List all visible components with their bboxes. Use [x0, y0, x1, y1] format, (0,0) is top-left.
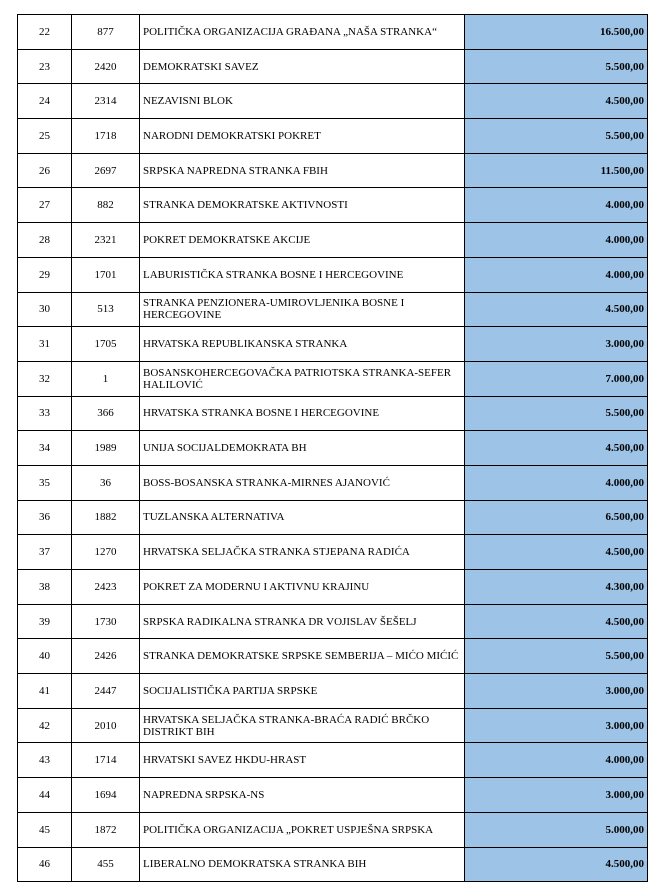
- table-body: [18, 15, 648, 882]
- amount-cell: 3.000,00: [465, 674, 648, 709]
- table-row: [18, 396, 648, 431]
- party-name-cell: POKRET ZA MODERNU I AKTIVNU KRAJINU: [140, 570, 465, 605]
- party-name-cell: LABURISTIČKA STRANKA BOSNE I HERCEGOVINE: [140, 257, 465, 292]
- party-name-cell: STRANKA DEMOKRATSKE SRPSKE SEMBERIJA – MIĆO MIĆIĆ: [140, 639, 465, 674]
- amount-cell: 4.000,00: [465, 257, 648, 292]
- row-number-cell: 36: [18, 500, 72, 535]
- party-name-cell: POKRET DEMOKRATSKE AKCIJE: [140, 223, 465, 258]
- row-number-cell: 23: [18, 49, 72, 84]
- party-name-cell: HRVATSKI SAVEZ HKDU-HRAST: [140, 743, 465, 778]
- table-row: [18, 535, 648, 570]
- table-row: [18, 778, 648, 813]
- row-number-cell: 37: [18, 535, 72, 570]
- party-name-cell: HRVATSKA SELJAČKA STRANKA STJEPANA RADIĆA: [140, 535, 465, 570]
- row-number-cell: 22: [18, 15, 72, 50]
- party-id-cell: 1694: [72, 778, 140, 813]
- row-number-cell: 44: [18, 778, 72, 813]
- row-number-cell: 27: [18, 188, 72, 223]
- amount-cell: 5.500,00: [465, 396, 648, 431]
- table-row: [18, 639, 648, 674]
- amount-cell: 4.300,00: [465, 570, 648, 605]
- amount-cell: 4.000,00: [465, 223, 648, 258]
- table-row: [18, 84, 648, 119]
- party-id-cell: 2423: [72, 570, 140, 605]
- amount-cell: 4.500,00: [465, 535, 648, 570]
- party-id-cell: 1882: [72, 500, 140, 535]
- party-id-cell: 1872: [72, 812, 140, 847]
- amount-cell: 4.500,00: [465, 292, 648, 327]
- table-row: [18, 708, 648, 743]
- party-id-cell: 2314: [72, 84, 140, 119]
- row-number-cell: 25: [18, 119, 72, 154]
- party-id-cell: 1705: [72, 327, 140, 362]
- table-row: [18, 153, 648, 188]
- amount-cell: 4.000,00: [465, 743, 648, 778]
- table-row: [18, 604, 648, 639]
- amount-cell: 7.000,00: [465, 361, 648, 396]
- party-id-cell: 455: [72, 847, 140, 882]
- table-row: [18, 570, 648, 605]
- party-id-cell: 2420: [72, 49, 140, 84]
- row-number-cell: 30: [18, 292, 72, 327]
- party-name-cell: HRVATSKA SELJAČKA STRANKA-BRAĆA RADIĆ BRČKO DISTRIKT BIH: [140, 708, 465, 743]
- amount-cell: 4.500,00: [465, 431, 648, 466]
- row-number-cell: 46: [18, 847, 72, 882]
- table-row: [18, 49, 648, 84]
- row-number-cell: 42: [18, 708, 72, 743]
- party-name-cell: TUZLANSKA ALTERNATIVA: [140, 500, 465, 535]
- amount-cell: 3.000,00: [465, 708, 648, 743]
- party-id-cell: 513: [72, 292, 140, 327]
- amount-cell: 5.500,00: [465, 119, 648, 154]
- party-name-cell: SOCIJALISTIČKA PARTIJA SRPSKE: [140, 674, 465, 709]
- party-id-cell: 2426: [72, 639, 140, 674]
- row-number-cell: 45: [18, 812, 72, 847]
- party-id-cell: 2010: [72, 708, 140, 743]
- party-name-cell: BOSANSKOHERCEGOVAČKA PATRIOTSKA STRANKA-SEFER HALILOVIĆ: [140, 361, 465, 396]
- party-id-cell: 1: [72, 361, 140, 396]
- party-name-cell: HRVATSKA REPUBLIKANSKA STRANKA: [140, 327, 465, 362]
- party-id-cell: 1989: [72, 431, 140, 466]
- party-name-cell: DEMOKRATSKI SAVEZ: [140, 49, 465, 84]
- party-id-cell: 36: [72, 465, 140, 500]
- row-number-cell: 28: [18, 223, 72, 258]
- party-name-cell: NARODNI DEMOKRATSKI POKRET: [140, 119, 465, 154]
- party-id-cell: 2447: [72, 674, 140, 709]
- table-row: [18, 223, 648, 258]
- party-id-cell: 2321: [72, 223, 140, 258]
- table-row: [18, 257, 648, 292]
- table-row: [18, 465, 648, 500]
- row-number-cell: 26: [18, 153, 72, 188]
- amount-cell: 16.500,00: [465, 15, 648, 50]
- amount-cell: 6.500,00: [465, 500, 648, 535]
- party-funding-table: [17, 14, 648, 882]
- amount-cell: 3.000,00: [465, 327, 648, 362]
- amount-cell: 11.500,00: [465, 153, 648, 188]
- party-name-cell: STRANKA PENZIONERA-UMIROVLJENIKA BOSNE I HERCEGOVINE: [140, 292, 465, 327]
- row-number-cell: 39: [18, 604, 72, 639]
- amount-cell: 5.500,00: [465, 49, 648, 84]
- party-name-cell: POLITIČKA ORGANIZACIJA „POKRET USPJEŠNA SRPSKA: [140, 812, 465, 847]
- party-name-cell: BOSS-BOSANSKA STRANKA-MIRNES AJANOVIĆ: [140, 465, 465, 500]
- party-id-cell: 2697: [72, 153, 140, 188]
- row-number-cell: 29: [18, 257, 72, 292]
- amount-cell: 5.500,00: [465, 639, 648, 674]
- party-name-cell: SRPSKA NAPREDNA STRANKA FBIH: [140, 153, 465, 188]
- party-name-cell: SRPSKA RADIKALNA STRANKA DR VOJISLAV ŠEŠELJ: [140, 604, 465, 639]
- amount-cell: 4.500,00: [465, 847, 648, 882]
- amount-cell: 5.000,00: [465, 812, 648, 847]
- amount-cell: 3.000,00: [465, 778, 648, 813]
- table-row: [18, 500, 648, 535]
- party-id-cell: 1270: [72, 535, 140, 570]
- party-name-cell: POLITIČKA ORGANIZACIJA GRAĐANA „NAŠA STRANKA“: [140, 15, 465, 50]
- row-number-cell: 38: [18, 570, 72, 605]
- row-number-cell: 41: [18, 674, 72, 709]
- party-name-cell: STRANKA DEMOKRATSKE AKTIVNOSTI: [140, 188, 465, 223]
- table-row: [18, 743, 648, 778]
- table-row: [18, 119, 648, 154]
- party-id-cell: 1701: [72, 257, 140, 292]
- amount-cell: 4.000,00: [465, 188, 648, 223]
- table-row: [18, 327, 648, 362]
- row-number-cell: 35: [18, 465, 72, 500]
- row-number-cell: 33: [18, 396, 72, 431]
- party-name-cell: NAPREDNA SRPSKA-NS: [140, 778, 465, 813]
- party-id-cell: 882: [72, 188, 140, 223]
- party-id-cell: 1718: [72, 119, 140, 154]
- row-number-cell: 34: [18, 431, 72, 466]
- party-id-cell: 1730: [72, 604, 140, 639]
- party-id-cell: 877: [72, 15, 140, 50]
- party-id-cell: 366: [72, 396, 140, 431]
- table-row: [18, 431, 648, 466]
- row-number-cell: 43: [18, 743, 72, 778]
- party-id-cell: 1714: [72, 743, 140, 778]
- table-row: [18, 674, 648, 709]
- table-row: [18, 847, 648, 882]
- table-row: [18, 15, 648, 50]
- row-number-cell: 32: [18, 361, 72, 396]
- table-row: [18, 188, 648, 223]
- table-row: [18, 812, 648, 847]
- amount-cell: 4.500,00: [465, 604, 648, 639]
- amount-cell: 4.500,00: [465, 84, 648, 119]
- party-name-cell: NEZAVISNI BLOK: [140, 84, 465, 119]
- table-row: [18, 361, 648, 396]
- amount-cell: 4.000,00: [465, 465, 648, 500]
- party-name-cell: LIBERALNO DEMOKRATSKA STRANKA BIH: [140, 847, 465, 882]
- table-row: [18, 292, 648, 327]
- row-number-cell: 31: [18, 327, 72, 362]
- row-number-cell: 40: [18, 639, 72, 674]
- party-name-cell: HRVATSKA STRANKA BOSNE I HERCEGOVINE: [140, 396, 465, 431]
- party-name-cell: UNIJA SOCIJALDEMOKRATA BH: [140, 431, 465, 466]
- row-number-cell: 24: [18, 84, 72, 119]
